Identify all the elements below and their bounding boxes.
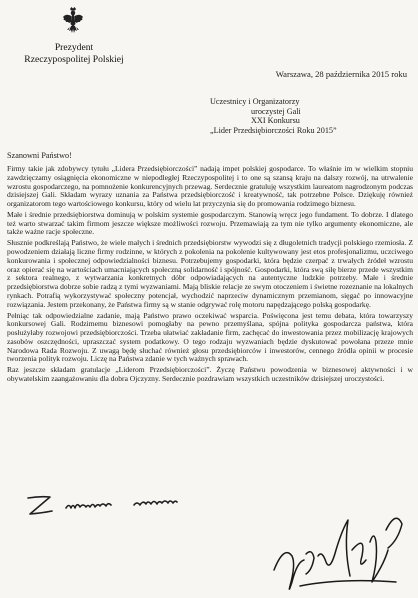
recipient-line-3: XXI Konkursu [251,116,300,126]
paragraph-1: Firmy takie jak zdobywcy tytułu „Lidera Przedsiębiorczości” nadają impet polskiej gospodarce. To właśnie im w wielkim stopniu zawdzięczamy osiągnięcia ekonomiczne w niepodległej Rzeczypospolitej i to one są szansą kraju na dalszy rozwój, na utrwalenie wzrostu gospodarczego, na pomnożenie konkurencyjnych przewag. Serdecznie gratuluję wszystkim laureatom nagrodzonym podczas dzisiejszej Gali. Składam wyrazy uznania za Państwa przedsiębiorczość i kreatywność, tak potrzebne Polsce. Dziękuję również organizatorom tego wartościowego konkursu, który od wielu lat przyczynia się do promowania rodzimego biznesu. [7,164,413,208]
paragraph-5: Raz jeszcze składam gratulacje „Liderom Przedsiębiorczości”. Życzę Państwu powodzenia w biznesowej aktywności i w obywatelskim zaangażowaniu dla dobra Ojczyzny. Serdecznie pozdrawiam wszystkich uczestników dzisiejszej uroczystości. [7,365,413,383]
letter-body [7,165,413,386]
recipient-line-1: Uczestnicy i Organizatorzy [210,97,300,106]
handwritten-closing-icon [0,490,418,598]
signature-area [0,490,418,598]
recipient-block [210,97,400,135]
recipient-line-2: uroczystej Gali [251,106,301,116]
white-eagle-emblem-icon [62,6,84,36]
handwritten-signature-icon [274,518,402,589]
seal-line-2: Rzeczypospolitej Polskiej [24,54,124,65]
seal-title [18,42,130,66]
paragraph-2: Małe i średnie przedsiębiorstwa dominują w polskim systemie gospodarczym. Stanowią wręcz jego fundament. To dobrze. I dlatego też warto stwarzać takim firmom jeszcze większe możliwości rozwoju. Przemawiają za tym nie tylko argumenty ekonomiczne, ale także ważne racje społeczne. [7,209,413,237]
place-and-date: Warszawa, 28 października 2015 roku [275,69,407,79]
paragraph-4: Pełniąc tak odpowiedzialne zadanie, mają Państwo prawo oczekiwać wsparcia. Poświęcona jest temu debata, która towarzyszy konkursowej Gali. Rodzimemu biznesowi pomogłaby na pewno przemyślana, spójna polityka gospodarcza państwa, która posłużyłaby rozwojowi przedsiębiorczości. Trzeba ułatwiać zakładanie firm, zachęcać do inwestowania przez mobilizację krajowych zasobów oszczędności, upraszczać system podatkowy. O tego rodzaju wyzwaniach będzie dyskutować powołana przeze mnie Narodowa Rada Rozwoju. Z uwagą będę słuchać również głosu przedsiębiorców i inwestorów, cennego źródła opinii w procesie tworzenia polityk rozwoju. Liczę na Państwa zdanie w tych ważnych sprawach. [7,310,413,364]
recipient-line-4: „Lider Przedsiębiorczości Roku 2015” [210,125,337,135]
salutation: Szanowni Państwo! [7,151,72,160]
seal-line-1: Prezydent [54,42,94,53]
paragraph-3: Słusznie podkreślają Państwo, że wiele małych i średnich przedsiębiorstw wywodzi się z długoletnich tradycji polskiego rzemiosła. Z powodzeniem działają liczne firmy rodzinne, w których z pokolenia na pokolenie kultywowany jest etos profesjonalizmu, uczciwego konkurowania i społecznej odpowiedzialności biznesu. Potrzebujemy gospodarki, która będzie czerpać z trwałych źródeł wzrostu oraz opierać się na wartościach umacniających społeczną solidarność i spójność. Gospodarki, która swą siłę bierze przede wszystkim z sektora realnego, z wytwarzania konkretnych dóbr odpowiadających na autentyczne ludzkie potrzeby. Małe i średnie przedsiębiorstwa dobrze sobie radzą z tymi wyzwaniami. Mają bliskie relacje ze swym otoczeniem i świetne rozeznanie na lokalnych rynkach. Potrafią wykorzystywać społeczny potencjał, wychodzić naprzeciw dynamicznym przemianom, sięgać po innowacyjne rozwiązania. Jestem przekonany, że Państwa firmy są w stanie odgrywać rolę motoru napędzającego polską gospodarkę. [7,238,413,309]
